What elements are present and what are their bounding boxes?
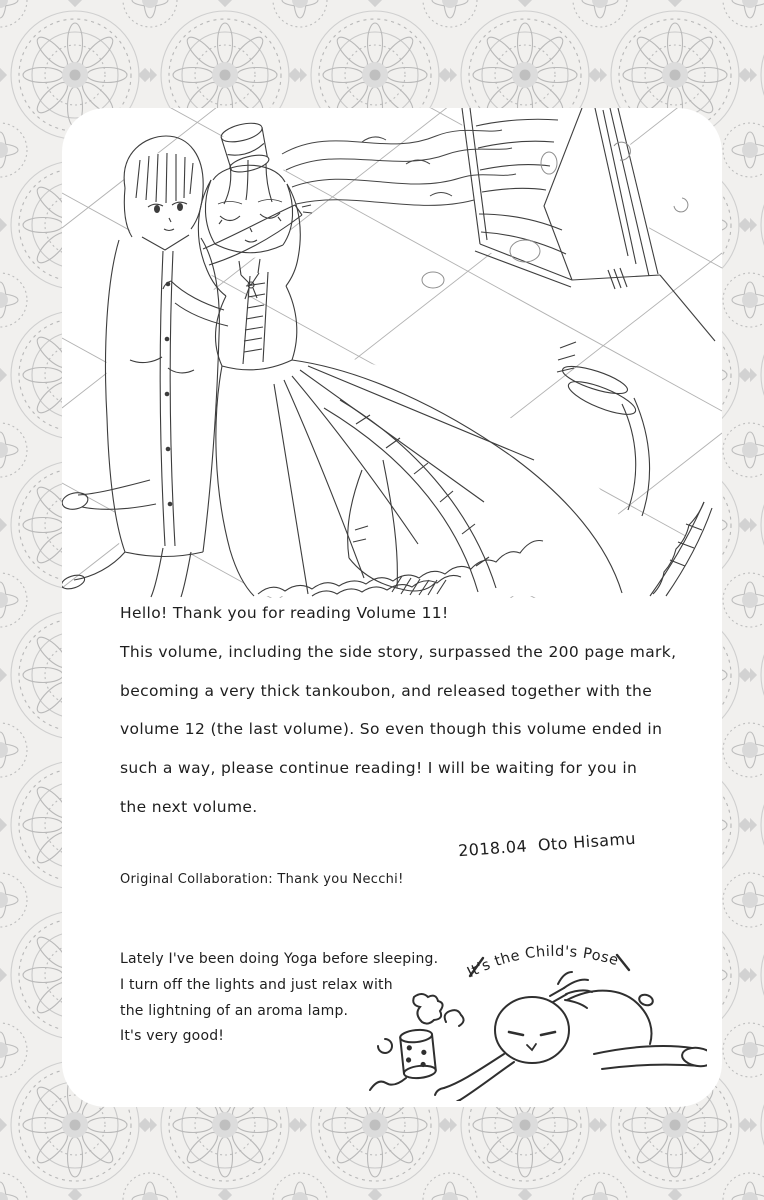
afterword-line: volume 12 (the last volume). So even though this volume ended in xyxy=(120,720,663,739)
lamp-smoke xyxy=(378,994,464,1053)
author-signature: 2018.04 Oto Hisamu xyxy=(457,828,637,861)
lamp-cord xyxy=(370,1078,406,1090)
afterword-panel xyxy=(62,108,722,1107)
greeting-line: Hello! Thank you for reading Volume 11! xyxy=(120,604,449,622)
afterword-line: This volume, including the side story, surpassed the 200 page mark, xyxy=(120,642,677,661)
afterword-line: the next volume. xyxy=(120,797,258,816)
collaboration-note: Original Collaboration: Thank you Necchi! xyxy=(120,872,404,887)
yoga-note-line: the lightning of an aroma lamp. xyxy=(120,1002,349,1019)
afterword-line: becoming a very thick tankoubon, and released together with the xyxy=(120,681,653,700)
yoga-note-line: Lately I've been doing Yoga before sleeping. xyxy=(120,951,439,967)
window-frame xyxy=(460,108,715,341)
yoga-note-line: I turn off the lights and just relax with xyxy=(120,976,393,993)
doodle-caption: It's the Child's Pose xyxy=(464,943,621,982)
sleeping-figure-doodle xyxy=(435,972,707,1101)
afterword-text-block xyxy=(120,594,680,827)
sketch-illustration xyxy=(62,108,722,598)
yoga-note-line: It's very good! xyxy=(120,1028,225,1045)
aroma-lamp-doodle xyxy=(400,1028,437,1079)
childs-pose-doodle xyxy=(362,926,707,1101)
afterword-line: such a way, please continue reading! I will be waiting for you in xyxy=(120,759,638,778)
